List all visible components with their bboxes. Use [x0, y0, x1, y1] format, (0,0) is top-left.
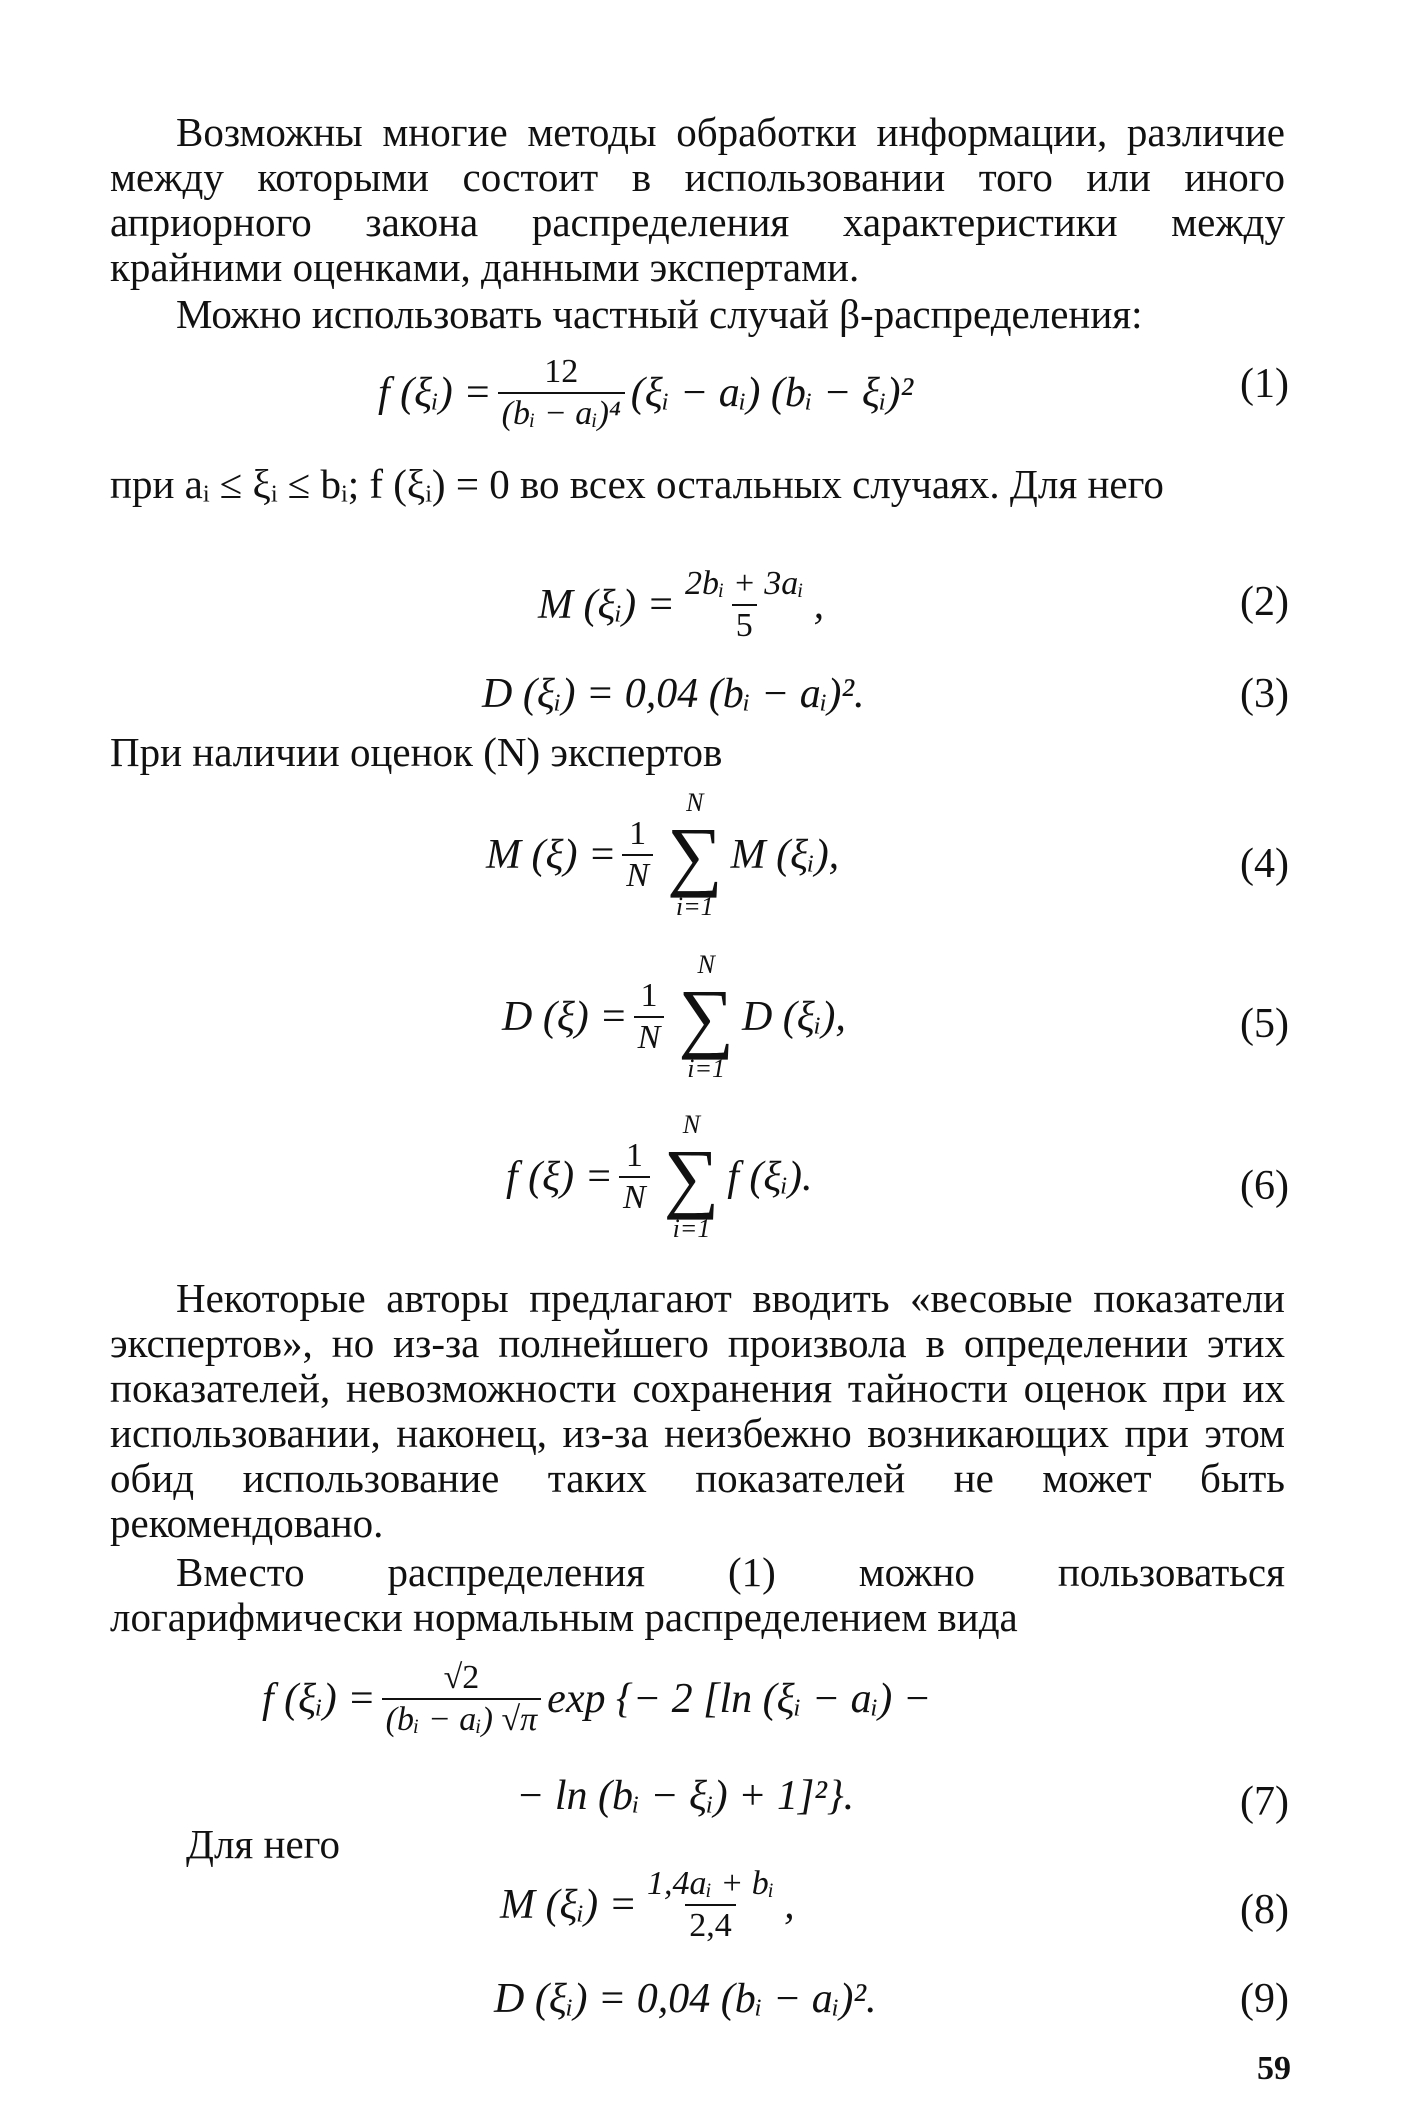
equation-5: D (ξ) = $\frac{1}{N}$ N ∑ i=1 D (ξᵢ), [502, 950, 846, 1083]
page-number: 59 [1257, 2050, 1291, 2087]
equation-8: M (ξᵢ) = $\frac{\text{1,4aᵢ + bᵢ}}{2,4}$ , [500, 1865, 795, 1944]
equation-1: f (ξᵢ) = $\frac{12}{\text{(bᵢ − aᵢ)⁴}}$ (ξᵢ − aᵢ) (bᵢ − ξᵢ)² [378, 353, 914, 432]
paragraph-weights: Некоторые авторы предлагают вводить «весовые показатели экспертов», но из-за полнейшего произвола в определении этих показателей, невозможности сохранения тайности оценок при их использовании, наконец, из-за неизбежно возникающих при этом обид использование таких показателей не может быть рекомендовано. [110, 1275, 1285, 1546]
sum-symbol: N ∑ i=1 [663, 1110, 720, 1243]
paragraph-experts: При наличии оценок (N) экспертов [110, 729, 723, 775]
equation-4: M (ξ) = $\frac{1}{N}$ N ∑ i=1 M (ξᵢ), [486, 788, 840, 921]
equation-number-5: (5) [1240, 1001, 1289, 1047]
equation-number-6: (6) [1240, 1163, 1289, 1209]
sum-symbol: N ∑ i=1 [678, 950, 734, 1083]
equation-number-3: (3) [1240, 671, 1289, 717]
equation-3: D (ξᵢ) = 0,04 (bᵢ − aᵢ)². [482, 671, 865, 717]
equation-number-7: (7) [1240, 1779, 1289, 1825]
equation-7-line-2: − ln (bᵢ − ξᵢ) + 1]²}. [516, 1773, 855, 1819]
paragraph-methods: Возможны многие методы обработки информации, различие между которыми состоит в использовании того или иного априорного закона распределения характеристики между крайними оценками, данными экспертами. [110, 109, 1285, 290]
equation-2: M (ξᵢ) = $\frac{\text{2bᵢ + 3aᵢ}}{5}$ , [538, 565, 825, 644]
equation-number-9: (9) [1240, 1976, 1289, 2022]
equation-number-8: (8) [1240, 1887, 1289, 1933]
paragraph-condition: при aᵢ ≤ ξᵢ ≤ bᵢ; f (ξᵢ) = 0 во всех остальных случаях. Для него [110, 461, 1164, 507]
paragraph-for-it: Для него [186, 1821, 340, 1867]
paragraph-beta-intro: Можно использовать частный случай β-распределения: [176, 291, 1143, 337]
sum-symbol: N ∑ i=1 [666, 788, 723, 921]
equation-number-4: (4) [1240, 841, 1289, 887]
equation-7: f (ξᵢ) = $\frac{√2}{\text{(bᵢ − aᵢ) √π}}$ exp {− 2 [ln (ξᵢ − aᵢ) − [262, 1659, 932, 1738]
paragraph-lognormal: Вместо распределения (1) можно пользоваться логарифмически нормальным распределением вида [110, 1549, 1285, 1640]
equation-6: f (ξ) = $\frac{1}{N}$ N ∑ i=1 f (ξᵢ). [506, 1110, 813, 1243]
equation-number-1: (1) [1240, 361, 1289, 407]
equation-9: D (ξᵢ) = 0,04 (bᵢ − aᵢ)². [494, 1976, 877, 2022]
equation-number-2: (2) [1240, 579, 1289, 625]
